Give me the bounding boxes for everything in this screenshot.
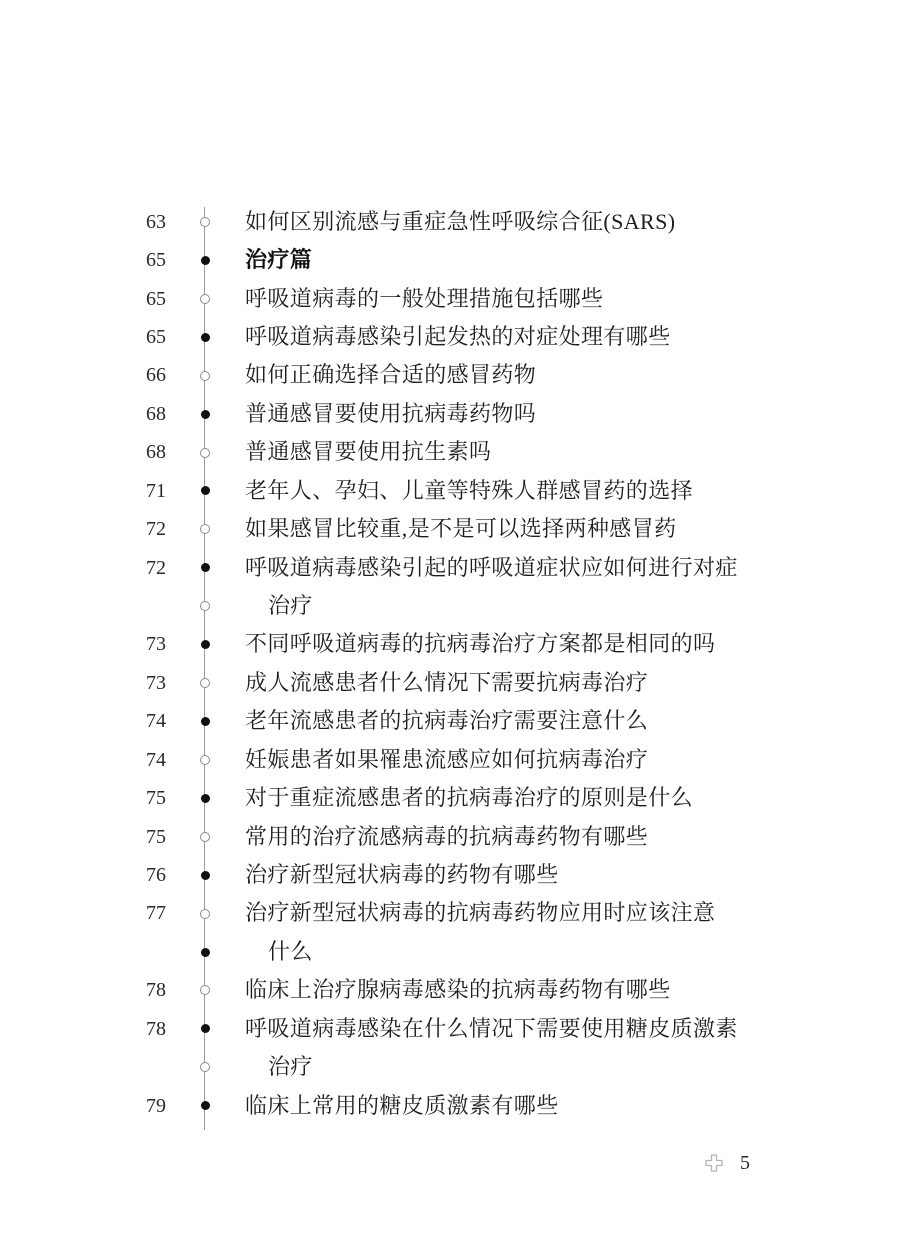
toc-entry bbox=[0, 664, 900, 702]
toc-entry-continuation bbox=[0, 587, 900, 625]
toc-entry-title: 临床上治疗腺病毒感染的抗病毒药物有哪些 bbox=[245, 977, 671, 1003]
toc-entry-continuation bbox=[0, 933, 900, 971]
toc-entry-continuation bbox=[0, 1048, 900, 1086]
toc-entry bbox=[0, 318, 900, 356]
toc-page-number: 78 bbox=[146, 979, 166, 1002]
toc-entry bbox=[0, 433, 900, 471]
filled-dot-icon bbox=[201, 486, 210, 495]
toc-entry bbox=[0, 894, 900, 932]
hollow-circle-icon bbox=[200, 909, 210, 919]
toc-entry-title: 老年流感患者的抗病毒治疗需要注意什么 bbox=[245, 708, 649, 734]
toc-page-number: 75 bbox=[146, 787, 166, 810]
toc-page-number: 76 bbox=[146, 863, 166, 886]
toc-entry bbox=[0, 818, 900, 856]
toc-page-number: 73 bbox=[146, 671, 166, 694]
page-number: 5 bbox=[740, 1152, 750, 1174]
filled-dot-icon bbox=[201, 794, 210, 803]
toc-page-number: 77 bbox=[146, 902, 166, 925]
toc-entry-title: 临床上常用的糖皮质激素有哪些 bbox=[245, 1092, 559, 1118]
toc-page-number: 65 bbox=[146, 249, 166, 272]
filled-dot-icon bbox=[201, 1101, 210, 1110]
toc-entry bbox=[0, 625, 900, 663]
toc-entry-title: 治疗新型冠状病毒的药物有哪些 bbox=[245, 861, 559, 887]
toc-page-number: 65 bbox=[146, 326, 166, 349]
toc-entry bbox=[0, 280, 900, 318]
toc-entry bbox=[0, 472, 900, 510]
toc-entry-title-continuation: 什么 bbox=[268, 938, 313, 964]
toc-page-number: 75 bbox=[146, 825, 166, 848]
hollow-circle-icon bbox=[200, 371, 210, 381]
toc-page-number: 78 bbox=[146, 1017, 166, 1040]
toc-entry bbox=[0, 1010, 900, 1048]
toc-page-number: 68 bbox=[146, 402, 166, 425]
toc-entry bbox=[0, 356, 900, 394]
toc-entry bbox=[0, 741, 900, 779]
toc-entry-title: 不同呼吸道病毒的抗病毒治疗方案都是相同的吗 bbox=[245, 631, 716, 657]
filled-dot-icon bbox=[201, 717, 210, 726]
toc-entry bbox=[0, 549, 900, 587]
toc-entry-title: 妊娠患者如果罹患流感应如何抗病毒治疗 bbox=[245, 746, 649, 772]
hollow-circle-icon bbox=[200, 217, 210, 227]
hollow-circle-icon bbox=[200, 1062, 210, 1072]
toc-page-number: 68 bbox=[146, 441, 166, 464]
toc-entry-title: 如何正确选择合适的感冒药物 bbox=[245, 362, 537, 388]
filled-dot-icon bbox=[201, 563, 210, 572]
toc-entry-title: 老年人、孕妇、儿童等特殊人群感冒药的选择 bbox=[245, 477, 694, 503]
filled-dot-icon bbox=[201, 640, 210, 649]
toc-entry bbox=[0, 779, 900, 817]
toc-section-heading bbox=[0, 241, 900, 279]
toc-entry bbox=[0, 1087, 900, 1125]
hollow-circle-icon bbox=[200, 294, 210, 304]
toc-entry-title: 普通感冒要使用抗病毒药物吗 bbox=[245, 400, 537, 426]
table-of-contents bbox=[0, 203, 900, 1125]
toc-page-number: 74 bbox=[146, 710, 166, 733]
toc-entry-title: 治疗新型冠状病毒的抗病毒药物应用时应该注意 bbox=[245, 900, 716, 926]
hollow-circle-icon bbox=[200, 524, 210, 534]
toc-entry-title: 如何区别流感与重症急性呼吸综合征(SARS) bbox=[245, 208, 676, 234]
filled-dot-icon bbox=[201, 871, 210, 880]
toc-page-number: 72 bbox=[146, 518, 166, 541]
toc-page-number: 73 bbox=[146, 633, 166, 656]
toc-page-number: 74 bbox=[146, 748, 166, 771]
toc-page-number: 71 bbox=[146, 479, 166, 502]
toc-entry-title: 呼吸道病毒感染引起发热的对症处理有哪些 bbox=[245, 324, 671, 350]
toc-entry bbox=[0, 510, 900, 548]
filled-dot-icon bbox=[201, 333, 210, 342]
toc-entry-title: 如果感冒比较重,是不是可以选择两种感冒药 bbox=[245, 516, 677, 542]
hollow-circle-icon bbox=[200, 755, 210, 765]
toc-entry-title: 呼吸道病毒的一般处理措施包括哪些 bbox=[245, 285, 604, 311]
filled-dot-icon bbox=[201, 1024, 210, 1033]
filled-dot-icon bbox=[201, 256, 210, 265]
toc-entry-title-continuation: 治疗 bbox=[268, 1054, 313, 1080]
toc-page-number: 65 bbox=[146, 287, 166, 310]
toc-entry-title: 成人流感患者什么情况下需要抗病毒治疗 bbox=[245, 669, 649, 695]
hollow-circle-icon bbox=[200, 832, 210, 842]
hollow-circle-icon bbox=[200, 601, 210, 611]
toc-page-number: 63 bbox=[146, 210, 166, 233]
toc-entry bbox=[0, 856, 900, 894]
toc-entry-title: 常用的治疗流感病毒的抗病毒药物有哪些 bbox=[245, 823, 649, 849]
toc-entry-title: 普通感冒要使用抗生素吗 bbox=[245, 439, 492, 465]
toc-entry bbox=[0, 203, 900, 241]
toc-entry bbox=[0, 702, 900, 740]
hollow-circle-icon bbox=[200, 985, 210, 995]
hollow-circle-icon bbox=[200, 448, 210, 458]
plus-outline-icon bbox=[705, 1154, 723, 1172]
toc-page-number: 66 bbox=[146, 364, 166, 387]
toc-entry-title: 呼吸道病毒感染在什么情况下需要使用糖皮质激素 bbox=[245, 1015, 738, 1041]
toc-entry-title-continuation: 治疗 bbox=[268, 593, 313, 619]
toc-entry-title: 呼吸道病毒感染引起的呼吸道症状应如何进行对症 bbox=[245, 554, 738, 580]
toc-entry bbox=[0, 395, 900, 433]
toc-entry bbox=[0, 971, 900, 1009]
section-heading-title: 治疗篇 bbox=[245, 247, 313, 273]
toc-page-number: 72 bbox=[146, 556, 166, 579]
hollow-circle-icon bbox=[200, 678, 210, 688]
toc-entry-title: 对于重症流感患者的抗病毒治疗的原则是什么 bbox=[245, 785, 694, 811]
toc-page-number: 79 bbox=[146, 1094, 166, 1117]
filled-dot-icon bbox=[201, 948, 210, 957]
filled-dot-icon bbox=[201, 410, 210, 419]
